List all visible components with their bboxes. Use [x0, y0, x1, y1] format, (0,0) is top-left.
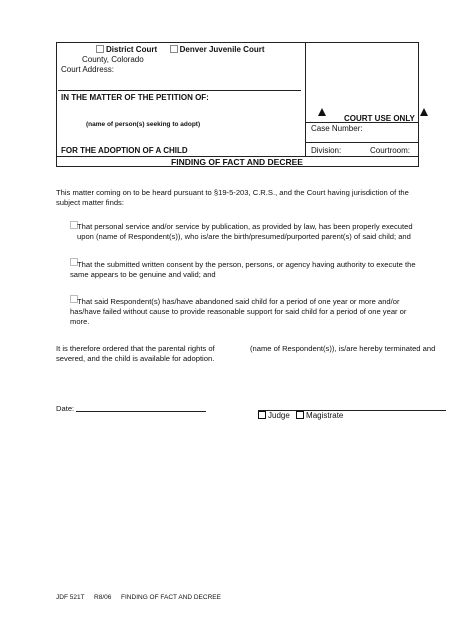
finding1-paragraph: That personal service and/or service by publication, as provided by law, has been properly executed upon (name of Respondent(s)), who is/are the birth/presumed/purported parent(s) of said child; and [77, 222, 413, 241]
magistrate-checkbox[interactable] [296, 411, 304, 419]
denver-juvenile-checkbox[interactable] [170, 45, 178, 53]
court-use-only: COURT USE ONLY [344, 114, 415, 123]
footer-revision: R8/06 [94, 594, 112, 601]
judge-label: Judge [268, 411, 290, 420]
division-label: Division: [311, 146, 342, 155]
footer-form-title: FINDING OF FACT AND DECREE [121, 594, 221, 601]
footer [56, 594, 221, 601]
date-line[interactable] [76, 411, 206, 412]
order-left: It is therefore ordered that the parental rights of severed, and the child is available for adoption. [56, 344, 215, 363]
finding2-paragraph: That the submitted written consent by the person, persons, or agency having authority to execute the same appears to be genuine and valid; and [70, 260, 416, 279]
judge-checkbox[interactable] [258, 411, 266, 419]
court-use-rule [305, 122, 418, 123]
caption-divider [305, 42, 306, 156]
adoption-heading: FOR THE ADOPTION OF A CHILD [61, 146, 188, 155]
court-address-label: Court Address: [61, 65, 114, 74]
order-right: (name of Respondent(s)), is/are hereby terminated and [250, 344, 436, 353]
denver-juvenile-label: Denver Juvenile Court [179, 45, 265, 54]
signature-options [258, 411, 343, 420]
intro-paragraph: This matter coming on to be heard pursuant to §19-5-203, C.R.S., and the Court having jurisdiction of the subject matter finds: [56, 188, 409, 207]
magistrate-label: Magistrate [306, 411, 344, 420]
right-arrow-icon [420, 108, 428, 116]
date-label: Date: [56, 404, 75, 413]
document-title: FINDING OF FACT AND DECREE [171, 157, 303, 167]
court-checkboxes [96, 45, 265, 54]
county-label: County, Colorado [82, 55, 144, 64]
district-court-checkbox[interactable] [96, 45, 104, 53]
finding3-paragraph: That said Respondent(s) has/have abandoned said child for a period of one year or more and/or has/have failed without cause to provide reasonable support for said child for a period of one year or more. [70, 297, 407, 326]
address-rule [58, 90, 301, 91]
footer-form-id: JDF 521T [56, 594, 85, 601]
district-court-label: District Court [106, 45, 158, 54]
left-arrow-icon [318, 108, 326, 116]
matter-heading: IN THE MATTER OF THE PETITION OF: [61, 93, 209, 102]
case-number-label: Case Number: [311, 124, 363, 133]
case-number-rule [305, 142, 418, 143]
petitioner-hint: (name of person(s) seeking to adopt) [86, 121, 201, 128]
courtroom-label: Courtroom: [370, 146, 411, 155]
